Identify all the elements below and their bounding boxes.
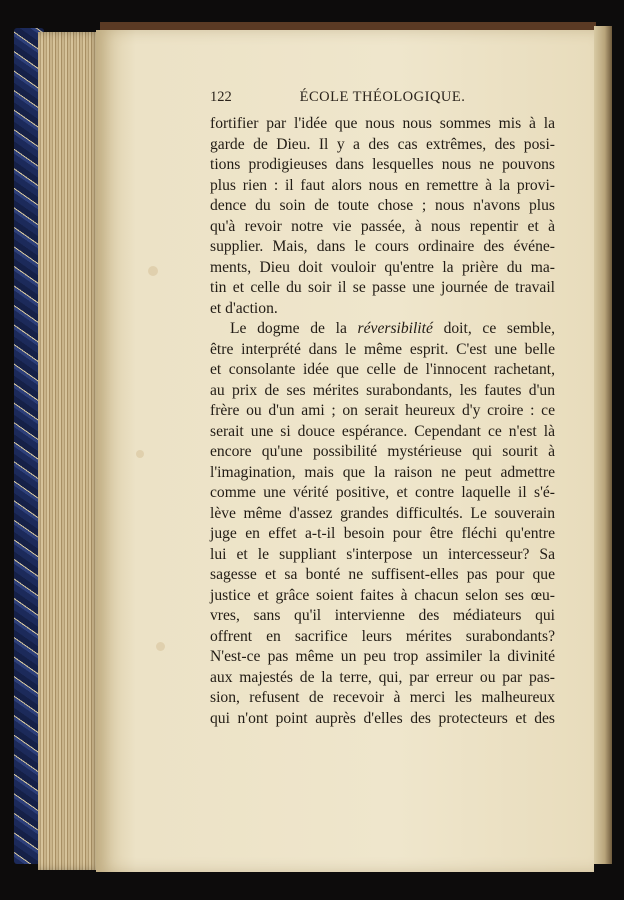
text-line: serait une si douce espérance. Cependant ce n'est là [210,422,555,440]
foxing-stain [148,266,158,276]
paragraph-1 [210,114,555,319]
right-page-edge [594,26,612,864]
body-text [210,114,555,729]
text-line: encore qu'une possibilité mystérieuse qui sourit à [210,443,555,460]
text-line: qu'à revoir notre vie passée, à nous repentir et à [210,217,555,235]
running-header [210,89,555,111]
text-line: N'est-ce pas même un peu trop assimiler la divinité [210,648,555,665]
text-line: comme une vérité positive, et contre laquelle il s'é- [210,484,555,501]
text-line: frère ou d'un ami ; on serait heureux d'y croire : ce [210,402,555,419]
text-line: et d'action. [210,299,278,317]
text-line: fortifier par l'idée que nous nous sommes mis à la [210,115,555,132]
foxing-stain [136,450,144,458]
foxing-stain [156,642,165,651]
text-line: sion, refusent de recevoir à merci les malheureux [210,689,555,706]
text-line: justice et grâce soient faites à chacun selon ses œu- [210,586,555,604]
text-line: garde de Dieu. Il y a des cas extrêmes, des posi- [210,135,555,153]
page-number: 122 [210,89,232,105]
text-line: sagesse et sa bonté ne suffisent-elles pas pour que [210,566,555,583]
page-edges [38,32,102,870]
text-line: aux majestés de la terre, qui, par erreur ou par pas- [210,668,555,686]
text-line: vres, sans qu'il intervienne des médiateurs qui [210,607,555,624]
first-line-before: Le dogme de la [230,320,358,337]
running-title: ÉCOLE THÉOLOGIQUE. [299,89,466,105]
text-line: et consolante idée que celle de l'innocent rachetant, [210,361,555,378]
text-line: lui et le suppliant s'interpose un intercesseur? Sa [210,545,555,563]
text-line: juge en effet a-t-il besoin pour être fléchi qu'entre [210,525,555,542]
first-line-after: doit, ce semble, [432,320,555,337]
text-line: qui n'ont point auprès d'elles des protecteurs et des [210,709,555,727]
text-line: plus rien : il faut alors nous en remettre à la provi- [210,176,555,194]
paragraph-2-first-line [210,319,555,340]
reversibilite-emphasis: réversibilité [357,320,433,337]
text-line: tin et celle du soir il se passe une journée de travail [210,279,555,296]
text-line: offrent en sacrifice leurs mérites surabondants? [210,627,555,645]
text-line: lève même d'assez grandes difficultés. Le souverain [210,504,555,522]
text-line: dence du soin de toute chose ; nous n'avons plus [210,197,555,214]
text-line: l'imagination, mais que la raison ne peut admettre [210,463,555,481]
paragraph-2 [210,319,555,729]
text-line: au prix de ses mérites surabondants, les fautes d'un [210,381,555,399]
text-line: supplier. Mais, dans le cours ordinaire des événe- [210,238,555,255]
top-binding-band [100,22,596,30]
text-line: être interprété dans le même esprit. C'est une belle [210,340,555,358]
text-line: ments, Dieu doit vouloir qu'entre la prière du ma- [210,258,555,276]
text-line: tions prodigieuses dans lesquelles nous ne pouvons [210,156,555,173]
